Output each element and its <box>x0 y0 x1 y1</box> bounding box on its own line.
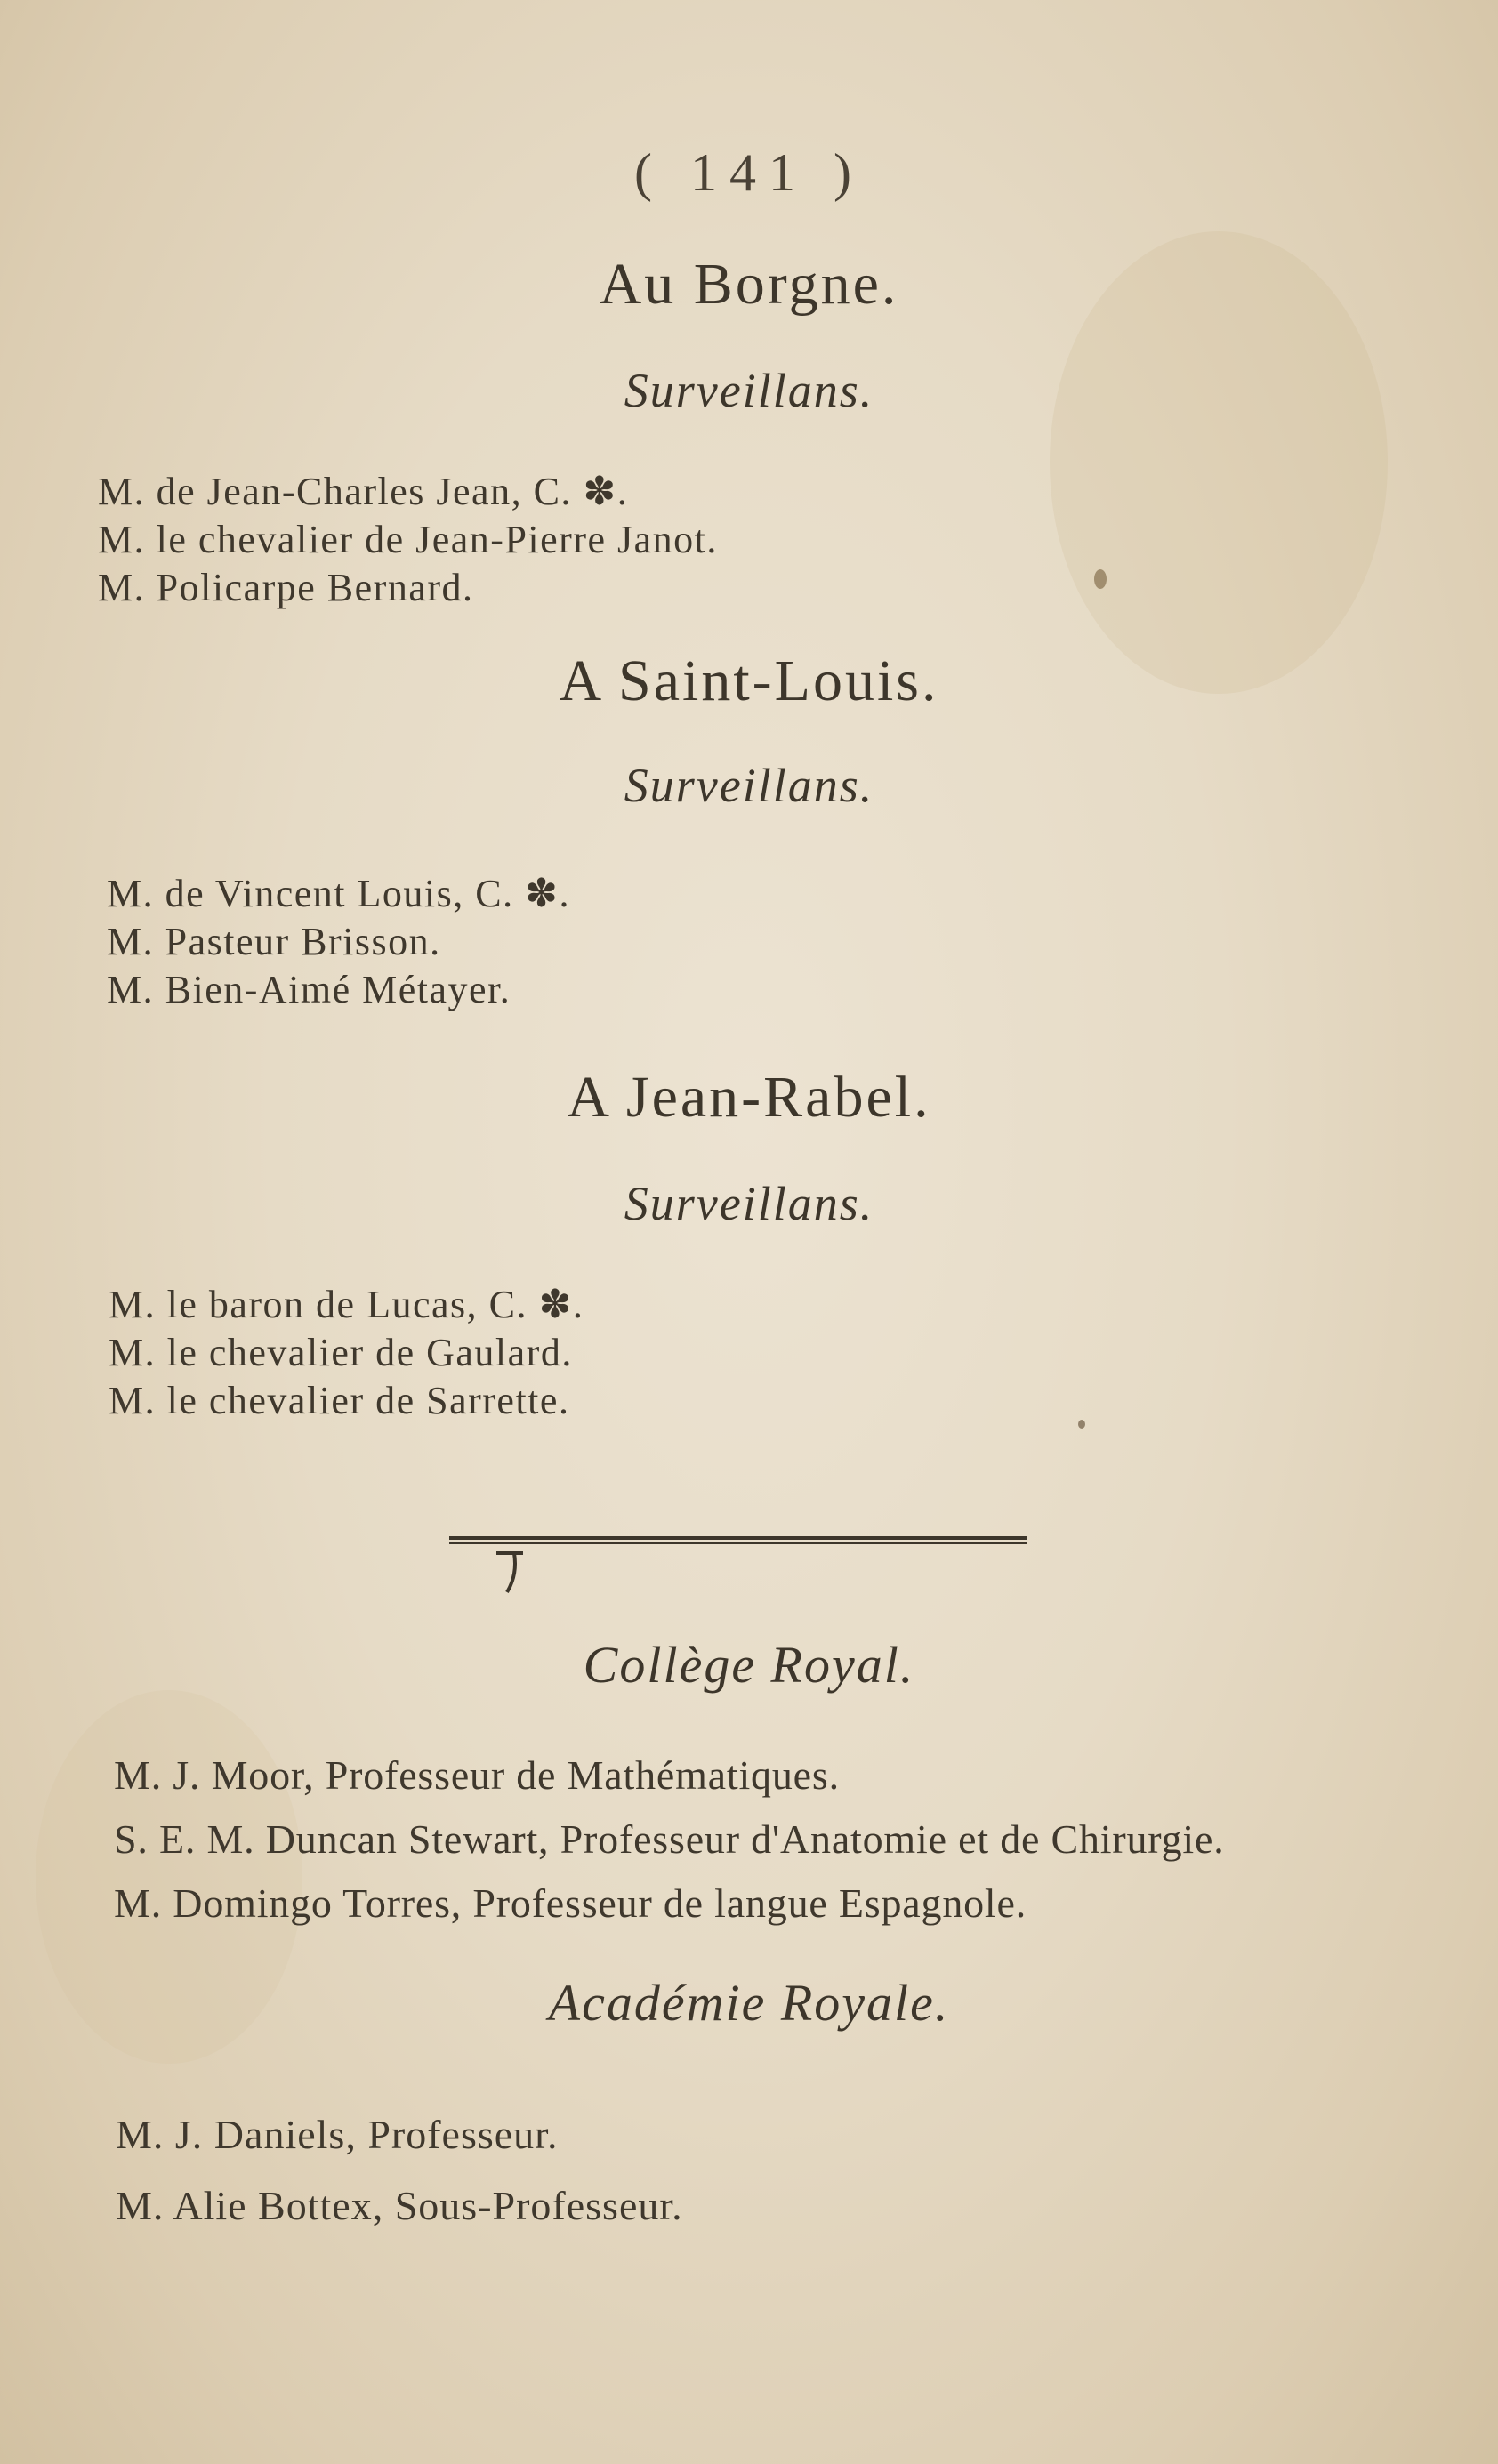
list-item: M. Pasteur Brisson. <box>107 920 441 963</box>
decorative-rule <box>449 1535 1027 1546</box>
list-item: M. de Jean-Charles Jean, C. ✽. <box>98 470 629 513</box>
list-item: M. le chevalier de Gaulard. <box>109 1331 573 1374</box>
list-item: M. J. Daniels, Professeur. <box>116 2112 559 2157</box>
list-item: M. Domingo Torres, Professeur de langue Espagnole. <box>114 1880 1027 1926</box>
list-item: M. le chevalier de Sarrette. <box>109 1379 570 1422</box>
section-subheading: Surveillans. <box>624 1177 874 1230</box>
section-subheading: Surveillans. <box>624 759 874 812</box>
list-item: M. Policarpe Bernard. <box>98 566 474 609</box>
section-heading-au-borgne: Au Borgne. <box>599 252 899 317</box>
list-item: M. Alie Bottex, Sous-Professeur. <box>116 2183 683 2228</box>
paper-stain <box>1094 569 1107 589</box>
list-item: M. le baron de Lucas, C. ✽. <box>109 1283 584 1326</box>
section-heading-saint-louis: A Saint-Louis. <box>559 648 939 713</box>
rule-flourish <box>487 1548 541 1601</box>
academie-heading: Académie Royale. <box>548 1974 950 2032</box>
list-item: M. le chevalier de Jean-Pierre Janot. <box>98 518 718 561</box>
list-item: M. de Vincent Louis, C. ✽. <box>107 872 570 915</box>
list-item: S. E. M. Duncan Stewart, Professeur d'Anatomie et de Chirurgie. <box>114 1816 1225 1862</box>
list-item: M. Bien-Aimé Métayer. <box>107 968 511 1011</box>
surveillans-list <box>107 870 570 1014</box>
academie-list <box>116 2099 683 2242</box>
college-list <box>114 1743 1225 1936</box>
college-heading: Collège Royal. <box>583 1636 915 1694</box>
paper-stain <box>1078 1420 1085 1429</box>
list-item: M. J. Moor, Professeur de Mathématiques. <box>114 1752 840 1798</box>
page-number: ( 141 ) <box>634 143 864 202</box>
section-subheading: Surveillans. <box>624 364 874 417</box>
surveillans-list <box>109 1281 584 1425</box>
surveillans-list <box>98 468 718 612</box>
section-heading-jean-rabel: A Jean-Rabel. <box>567 1065 931 1130</box>
